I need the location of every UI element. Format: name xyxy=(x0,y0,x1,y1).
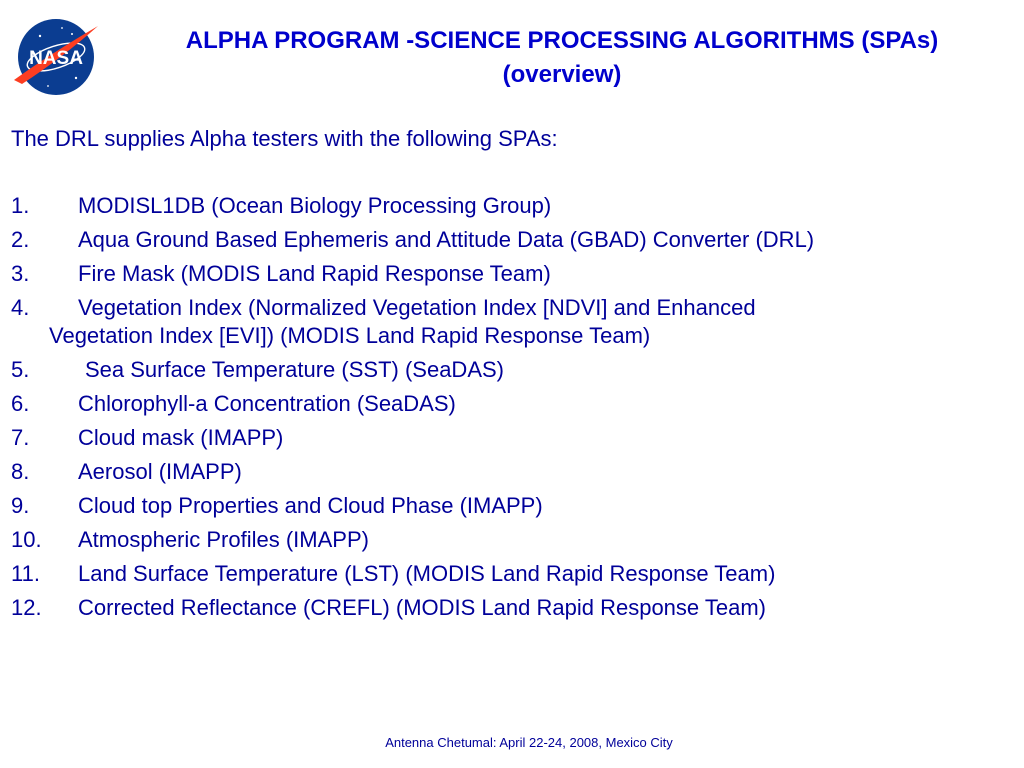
item-number: 6. xyxy=(11,391,30,416)
item-text: Cloud top Properties and Cloud Phase (IMAPP) xyxy=(78,493,543,518)
item-number: 10. xyxy=(11,527,42,552)
item-number: 4. xyxy=(11,295,30,320)
intro-text: The DRL supplies Alpha testers with the following SPAs: xyxy=(11,126,558,151)
item-number: 7. xyxy=(11,425,30,450)
item-text: Vegetation Index (Normalized Vegetation Index [NDVI] and Enhanced xyxy=(78,295,756,320)
footer-text: Antenna Chetumal: April 22-24, 2008, Mexico City xyxy=(385,735,673,750)
item-text: Atmospheric Profiles (IMAPP) xyxy=(78,527,369,552)
list-item xyxy=(11,492,1011,520)
item-text: Aerosol (IMAPP) xyxy=(78,459,242,484)
item-text: Fire Mask (MODIS Land Rapid Response Team) xyxy=(78,261,551,286)
item-number: 12. xyxy=(11,595,42,620)
list-item xyxy=(11,560,1011,588)
item-number: 11. xyxy=(11,561,40,586)
item-text: Chlorophyll-a Concentration (SeaDAS) xyxy=(78,391,456,416)
item-number: 5. xyxy=(11,357,30,382)
list-item xyxy=(11,594,1011,622)
slide-title xyxy=(100,24,1024,92)
logo-text: NASA xyxy=(29,48,83,69)
list-item xyxy=(11,260,1011,288)
item-text: Land Surface Temperature (LST) (MODIS Land Rapid Response Team) xyxy=(78,561,776,586)
item-number: 9. xyxy=(11,493,30,518)
item-number: 1. xyxy=(11,193,30,218)
title-line-1: ALPHA PROGRAM -SCIENCE PROCESSING ALGORITHMS (SPAs) xyxy=(185,27,939,54)
list-item xyxy=(11,458,1011,486)
item-number: 3. xyxy=(11,261,30,286)
list-item xyxy=(11,424,1011,452)
item-text: Corrected Reflectance (CREFL) (MODIS Land Rapid Response Team) xyxy=(78,595,766,620)
item-number: 2. xyxy=(11,227,30,252)
item-text: MODISL1DB (Ocean Biology Processing Group) xyxy=(78,193,552,218)
list-item xyxy=(11,390,1011,418)
list-item xyxy=(11,226,1011,254)
list-item xyxy=(11,192,1011,220)
list-item xyxy=(11,356,1011,384)
item-text-continuation: Vegetation Index [EVI]) (MODIS Land Rapid Response Team) xyxy=(49,323,651,348)
item-text: Sea Surface Temperature (SST) (SeaDAS) xyxy=(85,357,504,382)
list-item xyxy=(11,294,1011,350)
title-line-2: (overview) xyxy=(502,61,622,88)
spa-list xyxy=(11,192,1011,628)
list-item xyxy=(11,526,1011,554)
item-text: Aqua Ground Based Ephemeris and Attitude Data (GBAD) Converter (DRL) xyxy=(78,227,815,252)
item-text: Cloud mask (IMAPP) xyxy=(78,425,284,450)
nasa-logo xyxy=(10,14,100,100)
item-number: 8. xyxy=(11,459,30,484)
